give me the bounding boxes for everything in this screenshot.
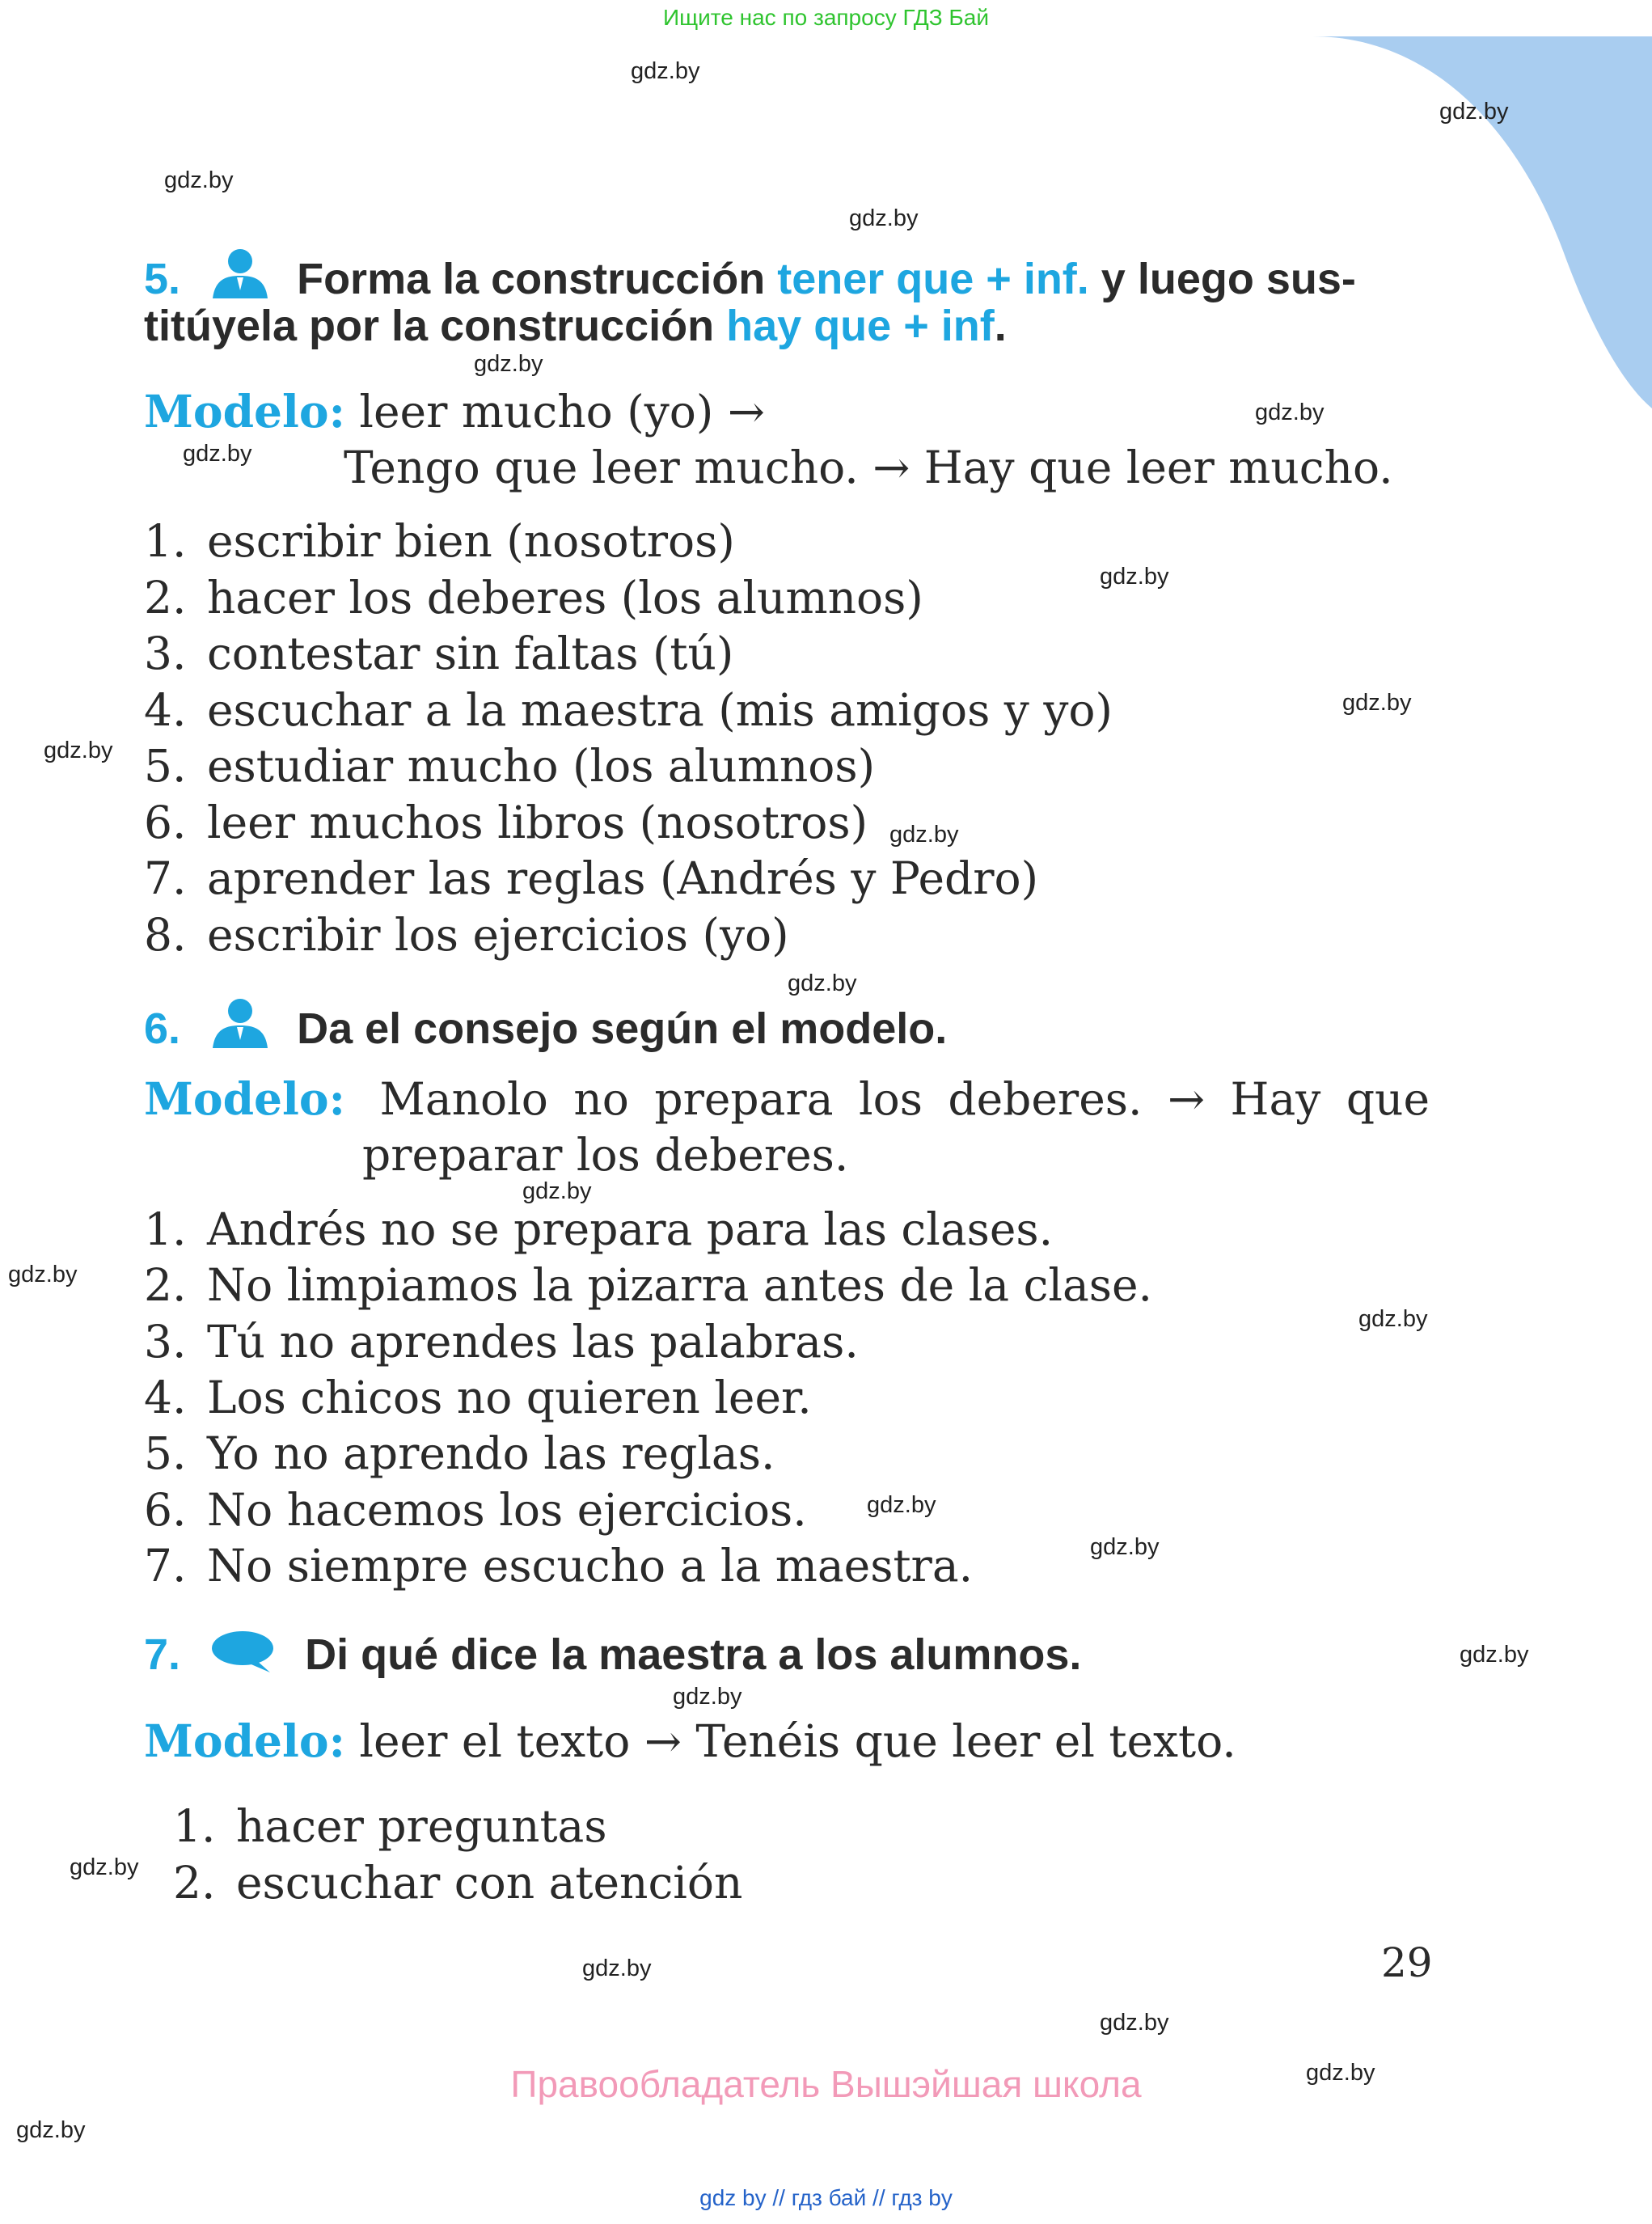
modelo-label: Modelo: <box>144 1072 345 1125</box>
exercise-number: 7. <box>144 1630 181 1679</box>
instruction-text: titúyela por la construcción <box>144 302 727 350</box>
item-number: 1. <box>173 1800 216 1852</box>
modelo-line <box>144 1715 1236 1768</box>
page-number: 29 <box>1381 1939 1433 1986</box>
list-item <box>173 1856 742 1909</box>
item-number: 2. <box>144 1259 187 1312</box>
item-number: 2. <box>144 571 187 624</box>
list-item <box>144 514 735 568</box>
item-number: 7. <box>144 852 187 904</box>
item-number: 5. <box>144 740 187 792</box>
watermark: gdz.by <box>522 1178 592 1204</box>
instruction-text: Di qué dice la maestra a los alumnos. <box>305 1630 1082 1679</box>
item-number: 1. <box>144 1203 187 1255</box>
modelo-line <box>144 385 765 438</box>
watermark: gdz.by <box>1439 99 1509 125</box>
watermark: gdz.by <box>1358 1306 1428 1332</box>
watermark: gdz.by <box>1342 690 1412 716</box>
construction-highlight: hay que + inf <box>726 302 995 350</box>
watermark: gdz.by <box>8 1262 78 1287</box>
list-item <box>173 1799 607 1853</box>
instruction-text: Forma la construcción <box>297 255 778 303</box>
watermark: gdz.by <box>867 1492 936 1518</box>
item-text: contestar sin faltas (tú) <box>207 628 734 679</box>
item-number: 2. <box>173 1857 216 1909</box>
exercise-5-heading-line2 <box>144 299 1007 353</box>
top-banner[interactable]: Ищите нас по запросу ГДЗ Бай <box>662 5 990 30</box>
watermark: gdz.by <box>582 1956 652 1981</box>
modelo-line <box>144 1072 1430 1126</box>
list-item <box>144 1258 1152 1312</box>
list-item <box>144 852 1038 905</box>
speech-bubble-icon <box>210 1629 275 1686</box>
list-item <box>144 1315 859 1368</box>
watermark: gdz.by <box>44 738 113 763</box>
watermark: gdz.by <box>1090 1534 1160 1560</box>
watermark: gdz.by <box>849 205 919 231</box>
item-number: 8. <box>144 908 187 961</box>
corner-decoration <box>1312 0 1652 421</box>
item-text: escuchar con atención <box>236 1857 743 1909</box>
item-text: Tú no aprendes las palabras. <box>207 1315 859 1368</box>
item-text: hacer preguntas <box>236 1800 607 1852</box>
item-text: No hacemos los ejercicios. <box>207 1483 807 1536</box>
person-icon <box>210 996 270 1060</box>
list-item <box>144 1427 775 1480</box>
list-item <box>144 627 733 680</box>
exercise-number: 5. <box>144 255 181 303</box>
list-item <box>144 1371 812 1424</box>
item-text: hacer los deberes (los alumnos) <box>207 571 923 624</box>
copyright-notice: Правообладатель Вышэйшая школа <box>510 2063 1142 2105</box>
item-number: 7. <box>144 1539 187 1592</box>
list-item <box>144 683 1113 737</box>
watermark: gdz.by <box>474 351 543 377</box>
list-item <box>144 571 923 624</box>
watermark: gdz.by <box>889 822 959 848</box>
modelo-text: leer mucho (yo) → <box>359 386 765 438</box>
item-text: Andrés no se prepara para las clases. <box>207 1203 1054 1255</box>
watermark: gdz.by <box>1306 2060 1375 2086</box>
item-text: escuchar a la maestra (mis amigos y yo) <box>207 683 1113 736</box>
item-number: 3. <box>144 628 187 679</box>
watermark: gdz.by <box>1255 400 1325 425</box>
list-item <box>144 1203 1053 1256</box>
item-number: 6. <box>144 796 187 848</box>
list-item <box>144 796 868 849</box>
modelo-text: Manolo no prepara los deberes. → Hay que <box>379 1073 1430 1125</box>
watermark: gdz.by <box>673 1684 742 1710</box>
watermark: gdz.by <box>1100 2010 1169 2036</box>
watermark: gdz.by <box>70 1854 139 1880</box>
item-number: 6. <box>144 1483 187 1536</box>
watermark: gdz.by <box>16 2117 86 2143</box>
instruction-text: y luego sus- <box>1088 255 1356 303</box>
item-text: Los chicos no quieren leer. <box>207 1371 812 1423</box>
footer-links[interactable]: gdz by // гдз бай // гдз by <box>699 2185 953 2210</box>
list-item <box>144 739 875 793</box>
item-text: leer muchos libros (nosotros) <box>207 796 868 848</box>
item-text: aprender las reglas (Andrés y Pedro) <box>207 852 1039 904</box>
instruction-text: Da el consejo según el modelo. <box>297 1004 948 1053</box>
exercise-6-heading <box>144 996 947 1060</box>
watermark: gdz.by <box>164 167 234 193</box>
exercise-number: 6. <box>144 1004 181 1053</box>
watermark: gdz.by <box>788 970 857 996</box>
item-number: 3. <box>144 1315 187 1368</box>
item-number: 1. <box>144 515 187 567</box>
item-number: 5. <box>144 1427 187 1480</box>
watermark: gdz.by <box>1100 564 1169 590</box>
modelo-text: leer el texto → Tenéis que leer el texto. <box>359 1715 1236 1767</box>
modelo-answer: preparar los deberes. <box>362 1129 849 1181</box>
modelo-label: Modelo: <box>144 385 345 438</box>
item-number: 4. <box>144 1371 187 1423</box>
watermark: gdz.by <box>1460 1642 1529 1668</box>
item-text: No limpiamos la pizarra antes de la clase. <box>207 1259 1153 1312</box>
watermark: gdz.by <box>183 441 252 467</box>
item-text: escribir bien (nosotros) <box>207 515 735 567</box>
list-item <box>144 1483 807 1537</box>
item-text: estudiar mucho (los alumnos) <box>207 740 876 792</box>
item-text: Yo no aprendo las reglas. <box>207 1427 775 1480</box>
modelo-label: Modelo: <box>144 1715 345 1767</box>
construction-highlight: tener que + inf. <box>777 255 1089 303</box>
list-item <box>144 1539 973 1592</box>
exercise-7-heading <box>144 1628 1081 1686</box>
item-text: No siempre escucho a la maestra. <box>207 1539 974 1592</box>
watermark: gdz.by <box>631 58 700 84</box>
modelo-answer: Tengo que leer mucho. → Hay que leer mucho. <box>344 442 1393 493</box>
instruction-text: . <box>994 302 1007 350</box>
item-text: escribir los ejercicios (yo) <box>207 908 789 961</box>
item-number: 4. <box>144 683 187 736</box>
list-item <box>144 908 789 962</box>
